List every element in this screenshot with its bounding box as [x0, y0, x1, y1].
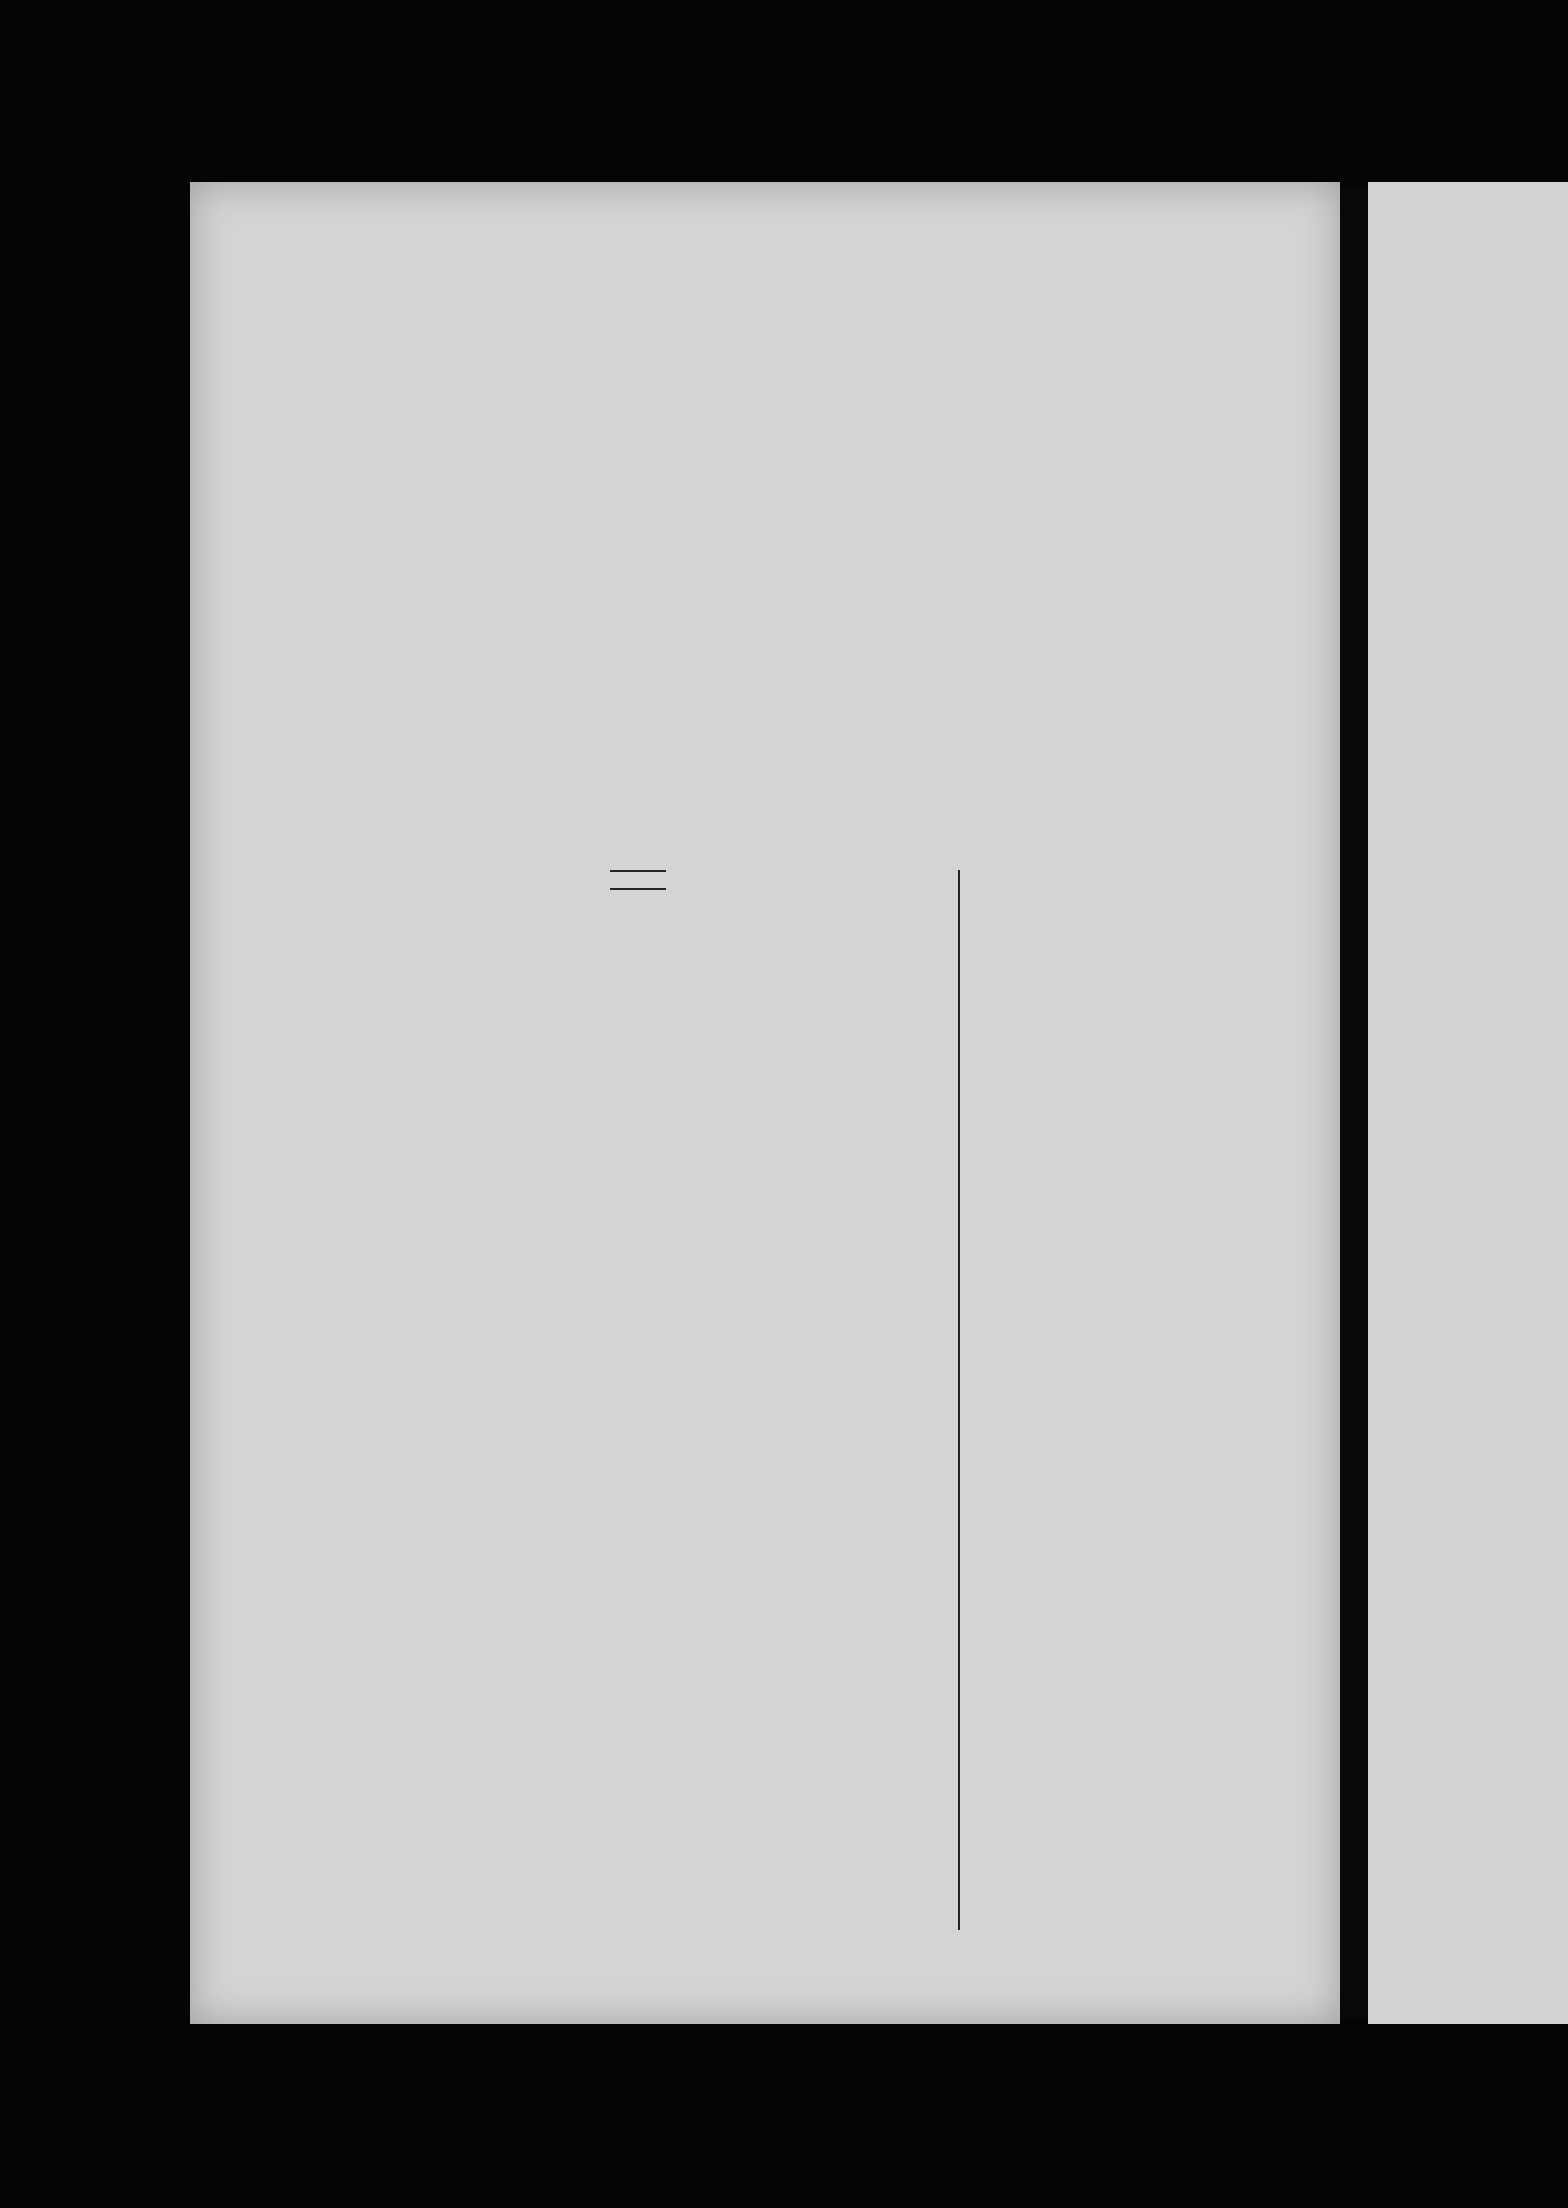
section-rule	[610, 870, 666, 872]
section-rule	[610, 888, 666, 890]
facing-page	[1368, 182, 1568, 2024]
book-gutter	[1340, 188, 1368, 2018]
facing-page-fragments	[1368, 182, 1568, 2024]
column-divider	[958, 870, 960, 1930]
right-column	[790, 868, 1260, 882]
book-page	[190, 182, 1340, 2024]
